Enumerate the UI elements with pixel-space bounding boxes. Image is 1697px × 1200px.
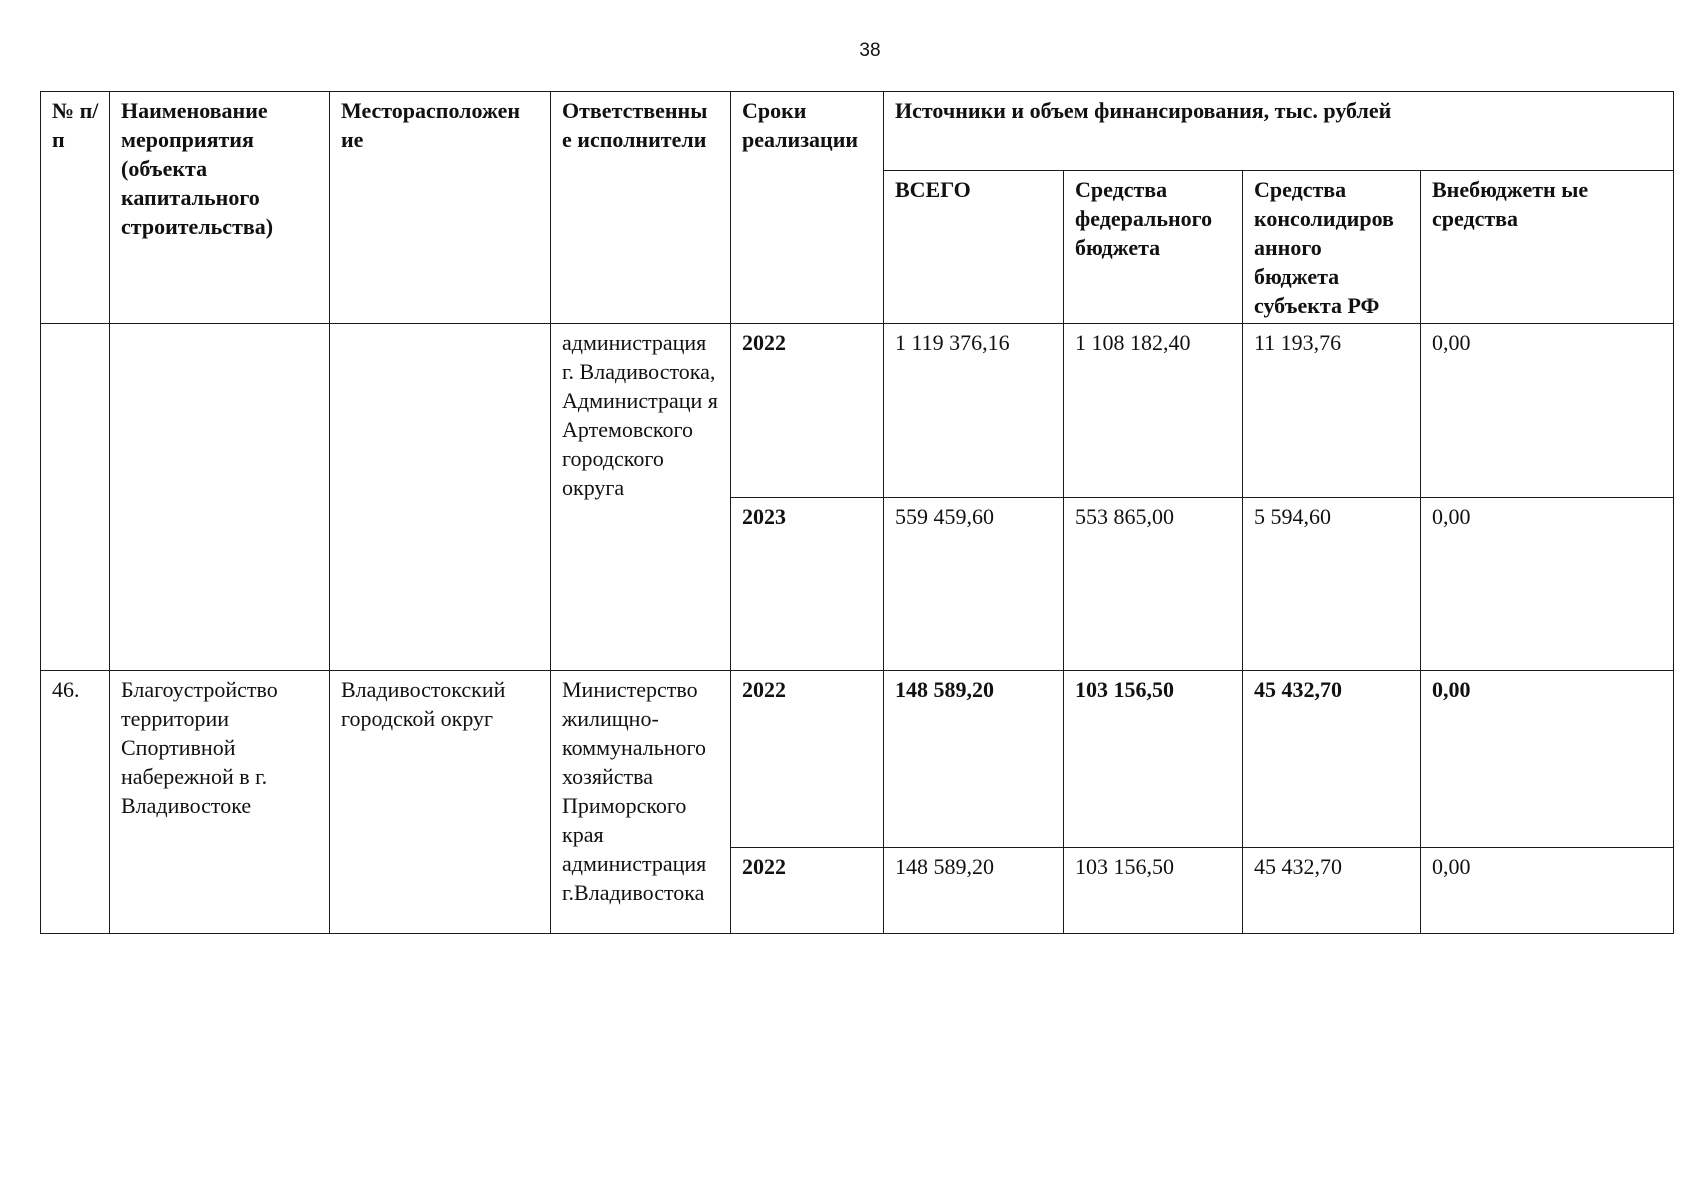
cell-location-empty: [330, 324, 551, 671]
cell-responsible: администрация г. Владивостока, Администраци я Артемовского городского округа: [551, 324, 731, 671]
cell-federal: 103 156,50: [1064, 848, 1243, 934]
cell-regional: 45 432,70: [1243, 848, 1421, 934]
cell-federal: 1 108 182,40: [1064, 324, 1243, 498]
cell-total: 559 459,60: [884, 498, 1064, 671]
cell-extrabudget: 0,00: [1421, 848, 1674, 934]
cell-responsible: [551, 671, 731, 934]
cell-year: 2022: [731, 671, 884, 848]
cell-extrabudget: 0,00: [1421, 671, 1674, 848]
header-responsible: Ответственны е исполнители: [551, 92, 731, 324]
header-regional: Средства консолидиров анного бюджета субъекта РФ: [1243, 171, 1421, 324]
header-name: Наименование мероприятия (объекта капитального строительства): [110, 92, 330, 324]
cell-num: 46.: [41, 671, 110, 934]
cell-extrabudget: 0,00: [1421, 498, 1674, 671]
cell-extrabudget: 0,00: [1421, 324, 1674, 498]
cell-num-empty: [41, 324, 110, 671]
table-row: [41, 324, 1674, 498]
header-location: Месторасположен ие: [330, 92, 551, 324]
cell-year: 2022: [731, 324, 884, 498]
page-number: 38: [859, 40, 881, 61]
header-federal: Средства федерального бюджета: [1064, 171, 1243, 324]
cell-year: 2022: [731, 848, 884, 934]
cell-name-empty: [110, 324, 330, 671]
header-extrabudget: Внебюджетн ые средства: [1421, 171, 1674, 324]
header-funding-group: Источники и объем финансирования, тыс. рублей: [884, 92, 1674, 171]
header-num: № п/п: [41, 92, 110, 324]
cell-total: 148 589,20: [884, 848, 1064, 934]
cell-regional: 5 594,60: [1243, 498, 1421, 671]
header-total: ВСЕГО: [884, 171, 1064, 324]
header-row: [41, 92, 1674, 171]
cell-federal: 103 156,50: [1064, 671, 1243, 848]
table-row: [41, 671, 1674, 848]
responsible-administration: администрация г.Владивостока: [562, 851, 707, 905]
cell-total: 148 589,20: [884, 671, 1064, 848]
responsible-ministry: Министерство жилищно-коммунального хозяйства Приморского края: [562, 677, 706, 847]
cell-federal: 553 865,00: [1064, 498, 1243, 671]
cell-name: Благоустройство территории Спортивной набережной в г. Владивостоке: [110, 671, 330, 934]
cell-location: Владивостокский городской округ: [330, 671, 551, 934]
cell-total: 1 119 376,16: [884, 324, 1064, 498]
cell-year: 2023: [731, 498, 884, 671]
financing-table: [40, 91, 1674, 934]
cell-regional: 11 193,76: [1243, 324, 1421, 498]
cell-regional: 45 432,70: [1243, 671, 1421, 848]
header-terms: Сроки реализации: [731, 92, 884, 324]
